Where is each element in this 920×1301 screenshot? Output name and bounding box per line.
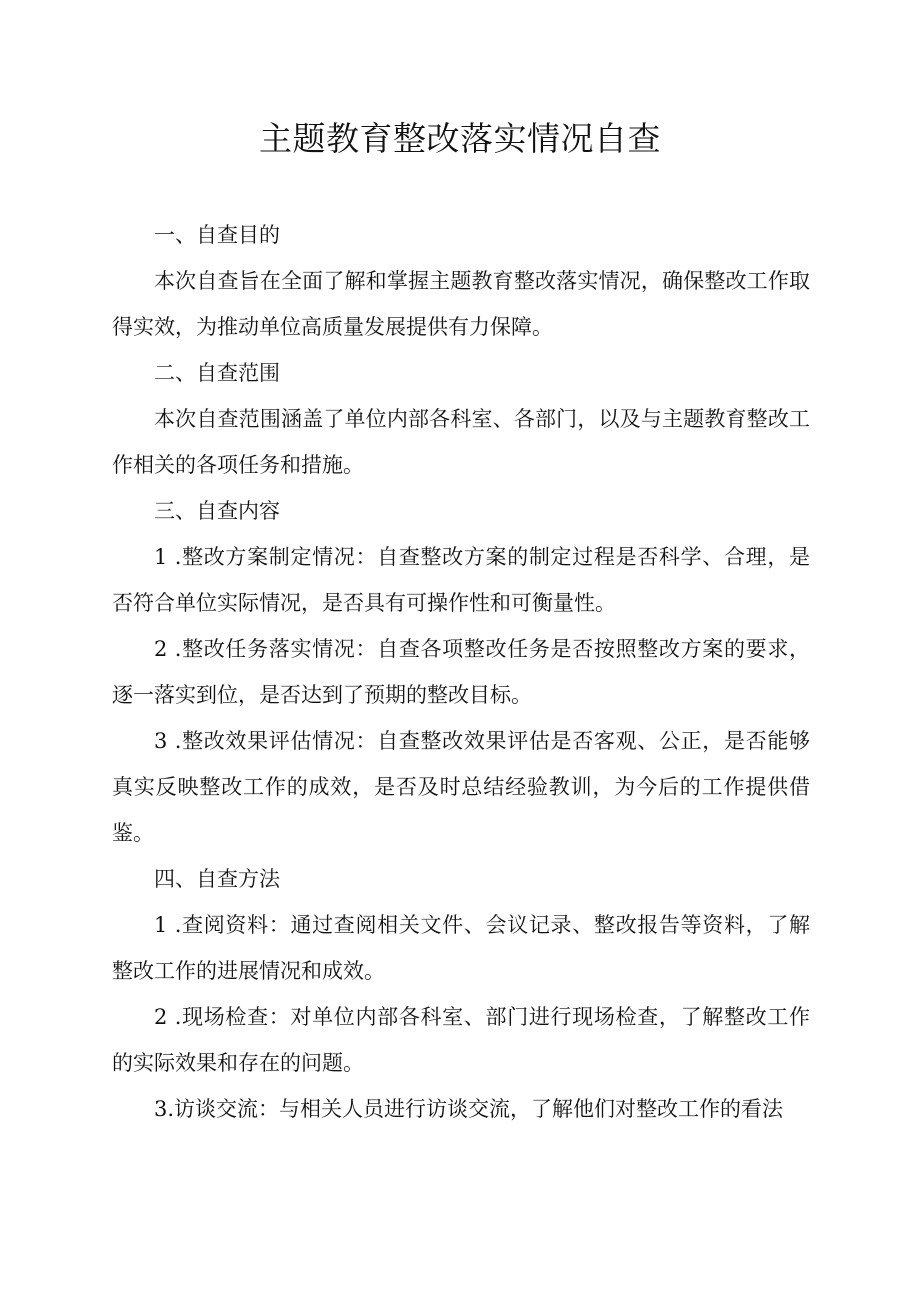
section-heading-method: 四、自查方法 [154, 867, 280, 891]
section-heading-scope: 二、自查范围 [154, 361, 280, 385]
paragraph-content-item-1: 1 .整改方案制定情况：自查整改方案的制定过程是否科学、合理，是否符合单位实际情况，是否具有可操作性和可衡量性。 [112, 545, 810, 615]
document-title: 主题教育整改落实情况自查 [259, 119, 661, 158]
paragraph-method-item-1: 1 .查阅资料：通过查阅相关文件、会议记录、整改报告等资料，了解整改工作的进展情况和成效。 [112, 913, 810, 983]
paragraph-scope: 本次自查范围涵盖了单位内部各科室、各部门，以及与主题教育整改工作相关的各项任务和措施。 [112, 407, 810, 477]
section-heading-content: 三、自查内容 [154, 499, 280, 523]
paragraph-method-item-3: 3.访谈交流：与相关人员进行访谈交流，了解他们对整改工作的看法 [154, 1097, 784, 1121]
paragraph-method-item-2: 2 .现场检查：对单位内部各科室、部门进行现场检查，了解整改工作的实际效果和存在的问题。 [112, 1005, 810, 1075]
paragraph-content-item-2: 2 .整改任务落实情况：自查各项整改任务是否按照整改方案的要求，逐一落实到位，是否达到了预期的整改目标。 [112, 637, 810, 707]
paragraph-purpose: 本次自查旨在全面了解和掌握主题教育整改落实情况，确保整改工作取得实效，为推动单位高质量发展提供有力保障。 [112, 269, 810, 339]
paragraph-content-item-3: 3 .整改效果评估情况：自查整改效果评估是否客观、公正，是否能够真实反映整改工作的成效，是否及时总结经验教训，为今后的工作提供借鉴。 [112, 729, 810, 845]
document-body [112, 212, 810, 1132]
section-heading-purpose: 一、自查目的 [154, 223, 280, 247]
